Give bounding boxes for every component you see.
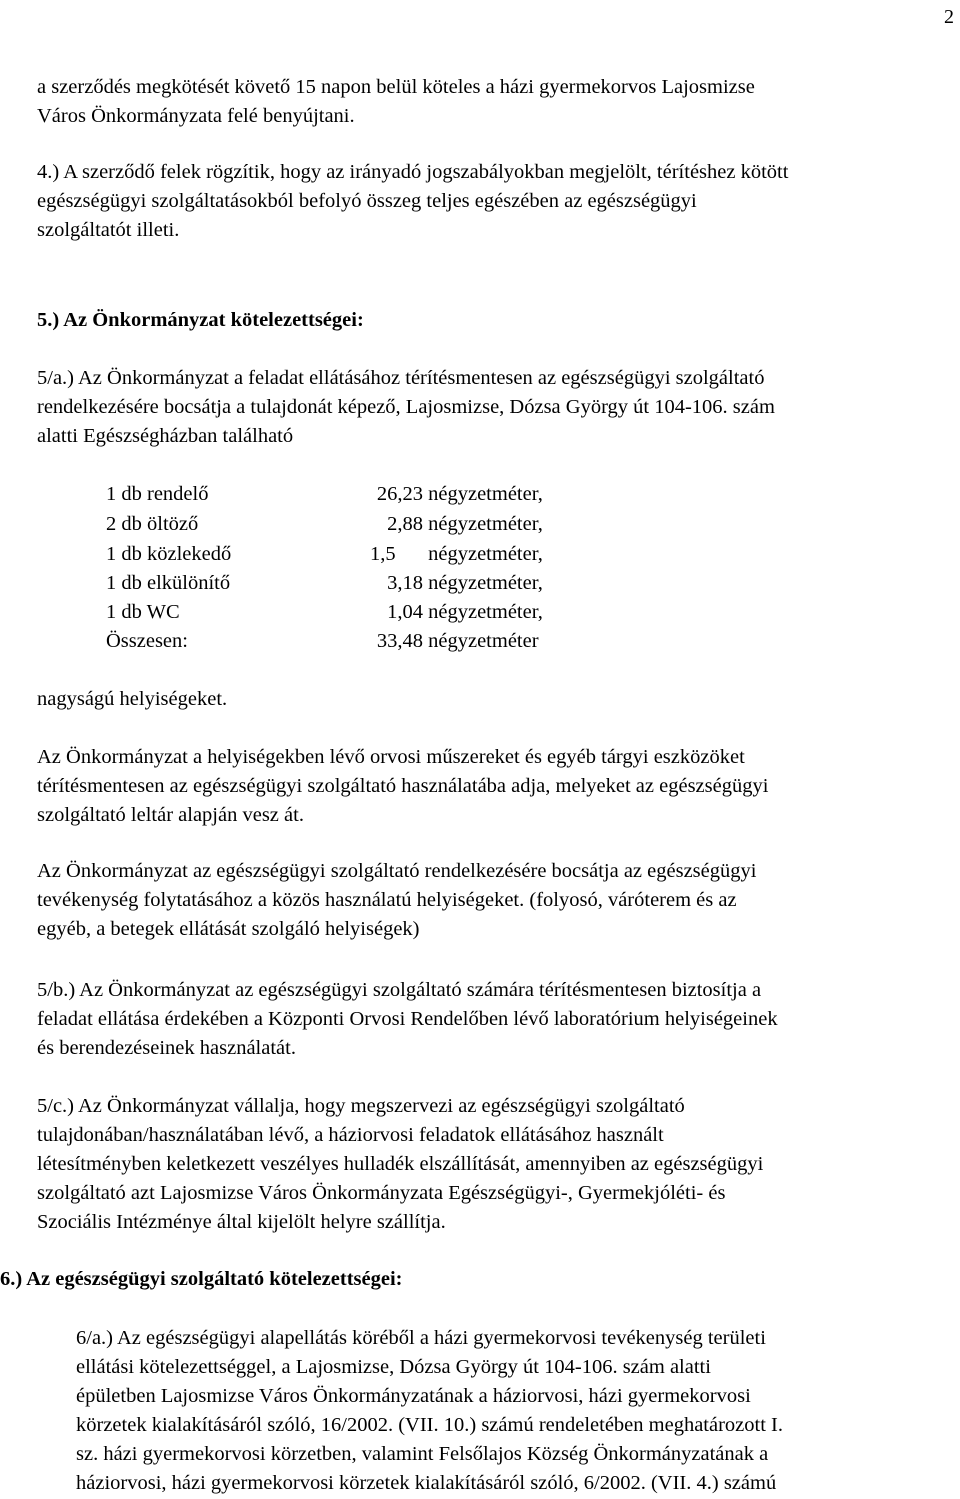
paragraph-5a (37, 364, 955, 451)
text-line: 4.) A szerződő felek rögzítik, hogy az irányadó jogszabályokban megjelölt, térítéshez kötött (37, 161, 789, 183)
text-line: térítésmentesen az egészségügyi szolgáltató használatába adja, melyeket az egészségügyi (37, 775, 769, 797)
text-line: és berendezéseinek használatát. (37, 1037, 296, 1059)
paragraph-equipment (37, 743, 955, 830)
text-line: tulajdonában/használatában lévő, a háziorvosi feladatok ellátásához használt (37, 1124, 664, 1146)
room-area (352, 510, 543, 539)
text-line: 6/a.) Az egészségügyi alapellátás köréből a házi gyermekorvosi tevékenység területi (76, 1327, 766, 1349)
area-unit: négyzetméter, (428, 572, 543, 594)
room-area (352, 540, 543, 569)
room-name: 1 db elkülönítő (106, 572, 231, 594)
text-line: 5/b.) Az Önkormányzat az egészségügyi szolgáltató számára térítésmentesen biztosítja a (37, 979, 762, 1001)
text-line: szolgáltató leltár alapján vesz át. (37, 804, 304, 826)
room-row (106, 598, 626, 627)
room-area (352, 480, 543, 509)
text-line: sz. házi gyermekorvosi körzetben, valamint Felsőlajos Község Önkormányzatának a (76, 1443, 769, 1465)
text-line: háziorvosi, házi gyermekorvosi körzetek kialakításáról szóló, 6/2002. (VII. 4.) számú (76, 1472, 777, 1494)
room-name: 2 db öltöző (106, 513, 199, 535)
text-line: Az Önkormányzat a helyiségekben lévő orvosi műszereket és egyéb tárgyi eszközöket (37, 746, 745, 768)
text-line: Város Önkormányzata felé benyújtani. (37, 105, 355, 127)
area-value: 1,5 (370, 543, 396, 565)
area-value: 26,23 (376, 483, 423, 505)
text-line: 5/c.) Az Önkormányzat vállalja, hogy megszervezi az egészségügyi szolgáltató (37, 1095, 685, 1117)
room-area (352, 569, 543, 598)
paragraph-6a (76, 1324, 955, 1498)
text-line: feladat ellátása érdekében a Központi Orvosi Rendelőben lévő laboratórium helyiségeinek (37, 1008, 778, 1030)
area-unit: négyzetméter, (428, 601, 543, 623)
paragraph-5c (37, 1092, 955, 1237)
text-line: egyéb, a betegek ellátását szolgáló helyiségek) (37, 918, 420, 940)
room-name: 1 db közlekedő (106, 543, 232, 565)
room-name: 1 db rendelő (106, 483, 209, 505)
text-line: nagyságú helyiségeket. (37, 688, 228, 710)
area-unit: négyzetméter, (428, 513, 543, 535)
room-row (106, 510, 626, 539)
area-value: 33,48 (376, 630, 423, 652)
page-number: 2 (944, 6, 954, 28)
text-line: tevékenység folytatásához a közös használatú helyiségeket. (folyosó, váróterem és az (37, 889, 737, 911)
area-value: 2,88 (387, 513, 423, 535)
text-line: 5/a.) Az Önkormányzat a feladat ellátásához térítésmentesen az egészségügyi szolgáltató (37, 367, 765, 389)
room-row (106, 569, 626, 598)
room-row (106, 480, 626, 509)
paragraph-common-areas (37, 857, 955, 944)
area-value: 3,18 (387, 572, 423, 594)
text-line: körzetek kialakításáról szóló, 16/2002. (VII. 10.) számú rendeletében meghatározott I. (76, 1414, 783, 1436)
paragraph-4 (37, 158, 955, 245)
text-line: Az Önkormányzat az egészségügyi szolgáltató rendelkezésére bocsátja az egészségügyi (37, 860, 757, 882)
area-unit: négyzetméter, (428, 543, 543, 565)
text-line: egészségügyi szolgáltatásokból befolyó összeg teljes egészében az egészségügyi (37, 190, 697, 212)
paragraph-size (37, 685, 955, 714)
paragraph-submission (37, 73, 955, 131)
text-line: szolgáltatót illeti. (37, 219, 180, 241)
total-area (352, 627, 539, 656)
room-row (106, 540, 626, 569)
text-line: létesítményben keletkezett veszélyes hulladék elszállítását, amennyiben az egészségügyi (37, 1153, 764, 1175)
total-label: Összesen: (106, 630, 188, 652)
text-line: ellátási kötelezettséggel, a Lajosmizse, Dózsa György út 104-106. szám alatti (76, 1356, 711, 1378)
section-heading-5: 5.) Az Önkormányzat kötelezettségei: (37, 309, 364, 331)
section-heading-6: 6.) Az egészségügyi szolgáltató kötelezettségei: (0, 1268, 403, 1290)
text-line: rendelkezésére bocsátja a tulajdonát képező, Lajosmizse, Dózsa György út 104-106. szám (37, 396, 775, 418)
text-line: alatti Egészségházban található (37, 425, 294, 447)
paragraph-5b (37, 976, 955, 1063)
room-area (352, 598, 543, 627)
text-line: épületben Lajosmizse Város Önkormányzatának a háziorvosi, házi gyermekorvosi (76, 1385, 751, 1407)
text-line: Szociális Intézménye által kijelölt helyre szállítja. (37, 1211, 446, 1233)
area-unit: négyzetméter, (428, 483, 543, 505)
area-value: 1,04 (387, 601, 423, 623)
room-name: 1 db WC (106, 601, 180, 623)
text-line: szolgáltató azt Lajosmizse Város Önkormányzata Egészségügyi-, Gyermekjóléti- és (37, 1182, 726, 1204)
area-unit: négyzetméter (428, 630, 539, 652)
total-row (106, 627, 626, 656)
text-line: a szerződés megkötését követő 15 napon belül köteles a házi gyermekorvos Lajosmizse (37, 76, 755, 98)
